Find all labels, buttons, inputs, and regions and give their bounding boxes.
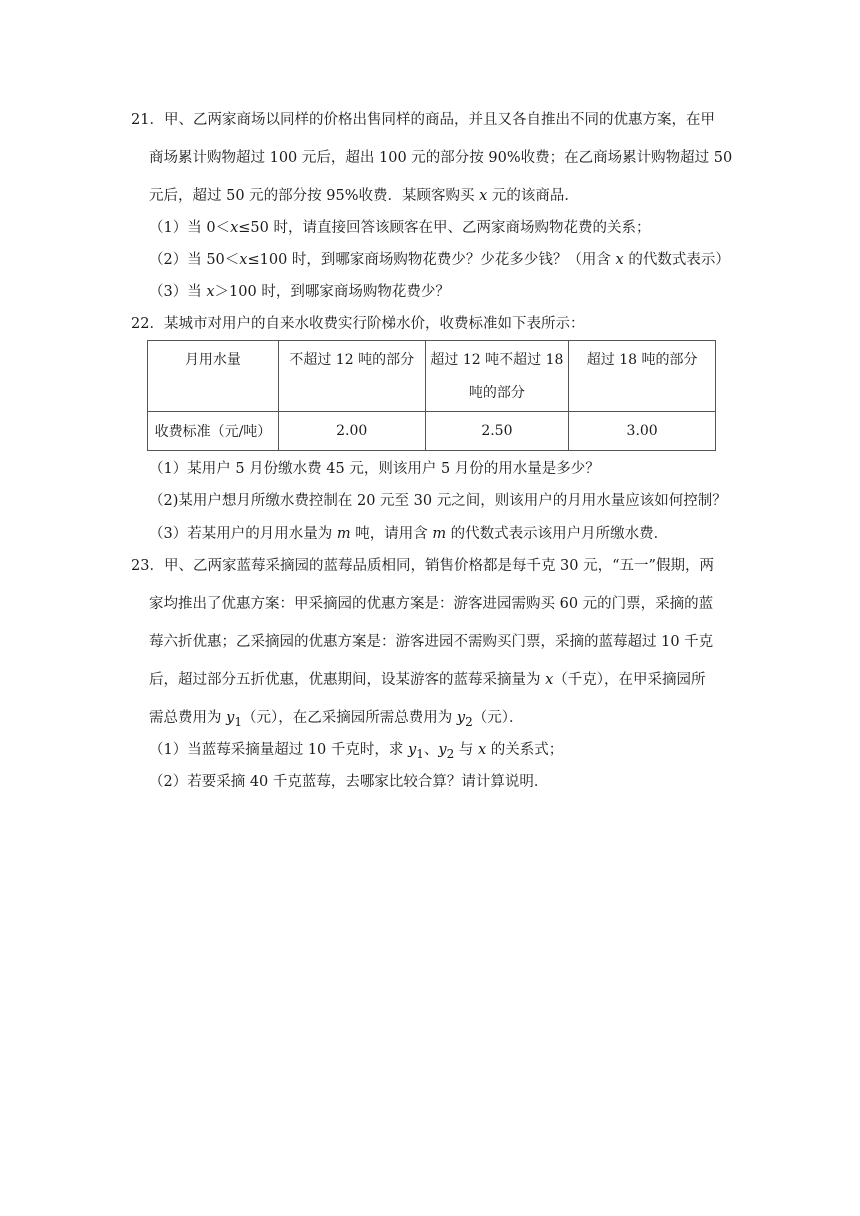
q23-line-5: 需总费用为 $y_1$（元），在乙采摘园所需总费用为 $y_2$（元）． <box>149 710 524 729</box>
q21-line-2: 商场累计购物超过 100 元后，超出 100 元的部分按 90%收费；在乙商场累计购物超过 50 <box>149 150 733 166</box>
q22-line-1: 22．某城市对用户的自来水收费实行阶梯水价，收费标准如下表所示： <box>131 316 585 332</box>
water-tariff-table <box>147 340 716 451</box>
q23-line-4: 后，超过部分五折优惠，优惠期间，设某游客的蓝莓采摘量为 x（千克），在甲采摘园所 <box>149 672 706 688</box>
table-cell-rate-tier2: 2.50 <box>425 412 569 451</box>
q21-sub-3: （3）当 x＞100 时，到哪家商场购物花费少？ <box>149 284 450 300</box>
q21-sub-2: （2）当 50＜x≤100 时，到哪家商场购物花费少？少花多少钱？（用含 x 的代数式表示） <box>149 252 730 268</box>
q23-sub-2: （2）若要采摘 40 千克蓝莓，去哪家比较合算？请计算说明． <box>149 774 549 790</box>
q23-line-2: 家均推出了优惠方案：甲采摘园的优惠方案是：游客进园需购买 60 元的门票，采摘的蓝 <box>149 596 714 612</box>
table-cell-rate-tier3: 3.00 <box>569 412 716 451</box>
q23-sub-1: （1）当蓝莓采摘量超过 10 千克时，求 $y_1$、$y_2$ 与 x 的关系式； <box>149 742 564 761</box>
q22-sub-1: （1）某用户 5 月份缴水费 45 元，则该用户 5 月份的用水量是多少？ <box>149 461 600 477</box>
table-header-row <box>148 341 716 412</box>
q21-sub-1: （1）当 0＜x≤50 时，请直接回答该顾客在甲、乙两家商场购物花费的关系； <box>149 220 651 236</box>
table-cell-usage-header: 月用水量 <box>148 341 279 412</box>
q23-line-3: 莓六折优惠；乙采摘园的优惠方案是：游客进园不需购买门票，采摘的蓝莓超过 10 千克 <box>149 634 714 650</box>
table-cell-rate-label: 收费标准（元/吨） <box>148 412 279 451</box>
q21-line-3: 元后，超过 50 元的部分按 95%收费．某顾客购买 x 元的该商品． <box>149 188 579 204</box>
q23-line-1: 23．甲、乙两家蓝莓采摘园的蓝莓品质相同，销售价格都是每千克 30 元，“五一”假期，两 <box>131 558 714 574</box>
table-cell-tier1-header: 不超过 12 吨的部分 <box>278 341 425 412</box>
table-cell-rate-tier1: 2.00 <box>278 412 425 451</box>
table-cell-tier2-header: 超过 12 吨不超过 18 吨的部分 <box>425 341 569 412</box>
q22-sub-3: （3）若某用户的月用水量为 m 吨，请用含 m 的代数式表示该用户月所缴水费． <box>149 526 669 542</box>
table-cell-tier3-header: 超过 18 吨的部分 <box>569 341 716 412</box>
q21-line-1: 21．甲、乙两家商场以同样的价格出售同样的商品，并且又各自推出不同的优惠方案，在甲 <box>131 112 715 128</box>
table-row <box>148 412 716 451</box>
q22-sub-2: （2)某用户想月所缴水费控制在 20 元至 30 元之间，则该用户的月用水量应该如何控制？ <box>149 493 727 509</box>
